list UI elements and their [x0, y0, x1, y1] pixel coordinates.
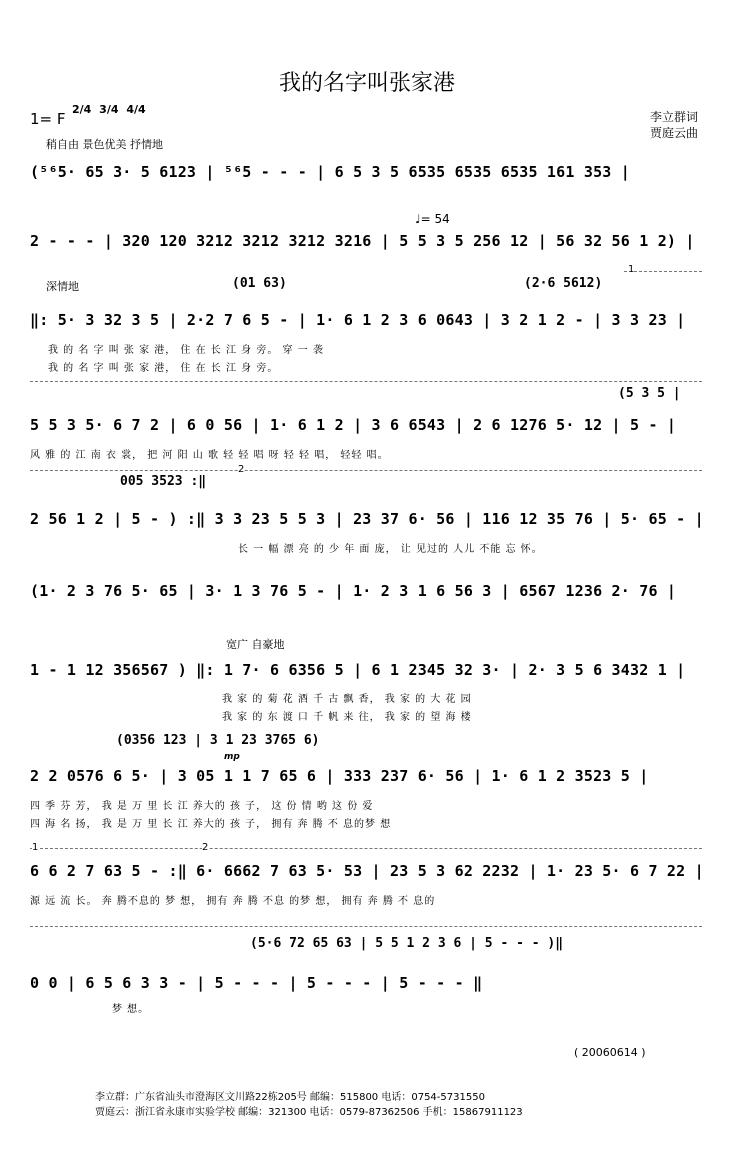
intro-fill-5: (0356 123 | 3 1 23 3765 6)	[116, 733, 320, 748]
score-line-5: 2 56 1 2 | 5 - ) :‖ 3 3 23 5 5 3 | 23 37 6· 56 | 116 12 35 76 | 5· 65 - |	[30, 510, 704, 528]
lyric-line-3a: 我 的 名 字 叫 张 家 港， 住 在 长 江 身 旁。 穿 一 袭	[48, 345, 324, 356]
lyric-line-8b: 四 海 名 扬， 我 是 万 里 长 江 养大的 孩 子， 拥有 奔 腾 不 息的梦 想	[30, 819, 392, 830]
score-line-2: 2 - - - | 320 120 3212 3212 3212 3216 | 5 5 3 5 256 12 | 56 32 56 1 2) |	[30, 232, 695, 250]
meter-3: 4/4	[126, 103, 146, 116]
meter-2: 3/4	[99, 103, 119, 116]
lyric-line-5: 长 一 幅 漂 亮 的 少 年 面 庞， 让 见过的 人儿 不能 忘 怀。	[238, 544, 543, 555]
volta-number-3: 1	[32, 842, 39, 853]
lyricist-credit: 李立群词	[649, 110, 698, 124]
volta-bracket-2	[30, 470, 702, 471]
volta-number-2: 2	[238, 464, 245, 475]
score-line-6: (1· 2 3 76 5· 65 | 3· 1 3 76 5 - | 1· 2 3 1 6 56 3 | 6567 1236 2· 76 |	[30, 582, 677, 600]
intro-fill-3: (5 3 5 |	[618, 386, 681, 401]
intro-expression: 稍自由 景色优美 抒情地	[46, 138, 163, 151]
score-line-8: 2 2 0576 6 5· | 3 05 1 1 7 65 6 | 333 237 6· 56 | 1· 6 1 2 3523 5 |	[30, 767, 649, 785]
contact-lyricist: 李立群：广东省汕头市澄海区文川路22栋205号 邮编：515800 电话：0754-5731550	[95, 1092, 485, 1103]
lyric-line-7b: 我 家 的 东 渡 口 千 帆 来 往， 我 家 的 望 海 楼	[222, 712, 472, 723]
meter-1: 2/4	[72, 103, 92, 116]
score-line-10: 0 0 | 6 5 6 3 3 - | 5 - - - | 5 - - - | 5 - - - ‖	[30, 974, 483, 992]
tempo-value: = 54	[420, 212, 450, 226]
score-line-1: (⁵⁶5· 65 3· 5 6123 | ⁵⁶5 - - - | 6 5 3 5 6535 6535 6535 161 353 |	[30, 163, 630, 181]
lyric-line-3b: 我 的 名 字 叫 张 家 港， 住 在 长 江 身 旁。	[48, 363, 279, 374]
volta-bracket-3	[30, 848, 702, 849]
dynamic-mp: mp	[224, 752, 240, 762]
song-title: 我的名字叫张家港	[278, 71, 455, 96]
lyric-line-8a: 四 季 芬 芳， 我 是 万 里 长 江 养大的 孩 子， 这 份 情 哟 这 份 爱	[30, 801, 374, 812]
volta-number-4: 2	[202, 842, 209, 853]
key-signature: 1= F	[30, 110, 66, 128]
intro-fill-6: (5·6 72 65 63 | 5 5 1 2 3 6 | 5 - - - )‖	[250, 936, 564, 951]
time-signatures	[72, 104, 150, 115]
composer-credit: 贾庭云曲	[649, 126, 698, 140]
verse-expression: 深情地	[46, 280, 79, 293]
lyric-line-7a: 我 家 的 菊 花 酒 千 古 飘 香， 我 家 的 大 花 园	[222, 694, 472, 705]
score-line-9: 6 6 2 7 63 5 - :‖ 6· 6662 7 63 5· 53 | 23 5 3 62 2232 | 1· 23 5· 6 7 22 |	[30, 862, 704, 880]
date-stamp: ( 20060614 )	[574, 1046, 646, 1059]
volta-bracket-1	[624, 271, 702, 272]
score-line-4: 5 5 3 5· 6 7 2 | 6 0 56 | 1· 6 1 2 | 3 6 6543 | 2 6 1276 5· 12 | 5 - |	[30, 416, 677, 434]
intro-fill-4: 005 3523 :‖	[120, 474, 207, 489]
score-line-3: ‖: 5· 3 32 3 5 | 2·2 7 6 5 - | 1· 6 1 2 3 6 0643 | 3 2 1 2 - | 3 3 23 |	[30, 311, 686, 329]
intro-fill-2: (2·6 5612)	[524, 276, 603, 291]
divider-2	[30, 926, 702, 927]
lyric-line-10: 梦 想。	[112, 1004, 150, 1015]
intro-fill-1: (01 63)	[232, 276, 287, 291]
contact-composer: 贾庭云：浙江省永康市实验学校 邮编：321300 电话：0579-87362506 手机：15867911123	[95, 1107, 523, 1118]
lyric-line-9: 源 远 流 长。 奔 腾不息的 梦 想， 拥有 奔 腾 不息 的梦 想， 拥有 奔 腾 不 息的	[30, 896, 436, 907]
chorus-expression: 宽广 自豪地	[226, 638, 285, 651]
tempo-mark: ♩= 54	[415, 212, 450, 226]
score-line-7: 1 - 1 12 356567 ) ‖: 1 7· 6 6356 5 | 6 1 2345 32 3· | 2· 3 5 6 3432 1 |	[30, 661, 686, 679]
lyric-line-4: 风 雅 的 江 南 衣 裳， 把 河 阳 山 歌 轻 轻 唱 呀 轻 轻 唱， 轻轻 唱。	[30, 450, 389, 461]
volta-number-1: 1	[628, 264, 635, 275]
divider	[30, 381, 702, 382]
